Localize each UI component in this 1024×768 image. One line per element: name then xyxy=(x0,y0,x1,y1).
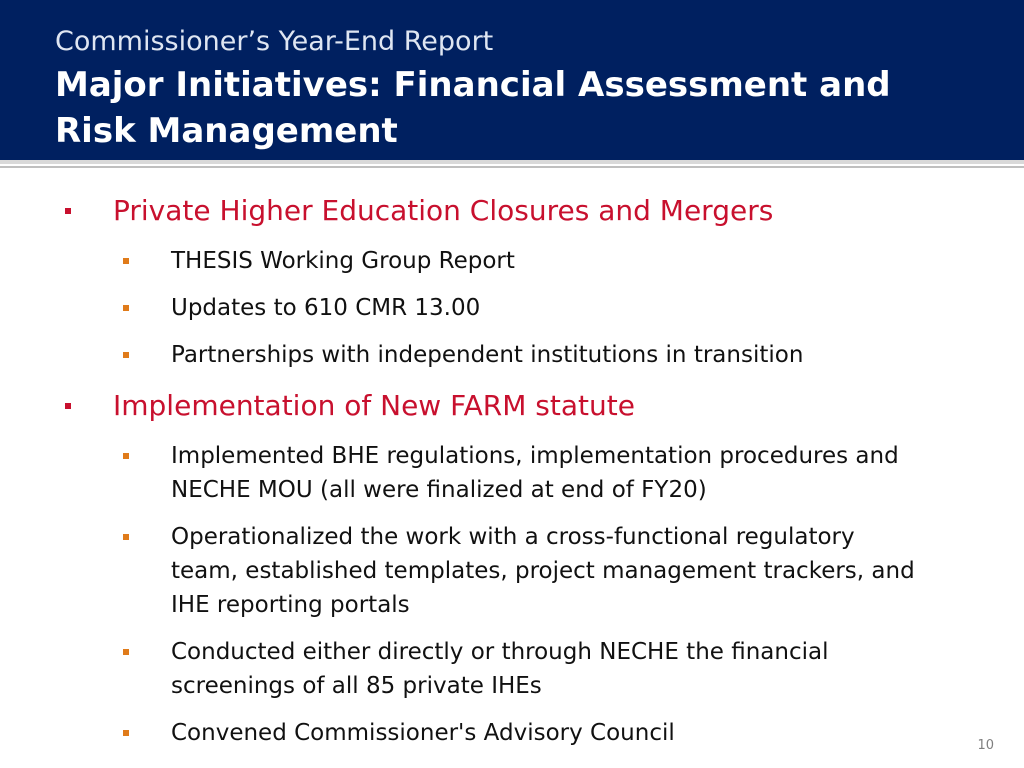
list-item-text: Updates to 610 CMR 13.00 xyxy=(171,295,481,321)
section-heading-text: Private Higher Education Closures and Mergers xyxy=(113,194,774,227)
bullet-marker xyxy=(123,352,129,358)
section-heading-closures xyxy=(113,194,773,228)
page-number: 10 xyxy=(977,738,994,753)
section-heading-text: Implementation of New FARM statute xyxy=(113,389,635,422)
bullet-marker xyxy=(65,403,71,409)
slide-title: Major Initiatives: Financial Assessment and Risk Management xyxy=(55,65,891,151)
section-heading-farm xyxy=(113,389,635,423)
list-item-text: Convened Commissioner's Advisory Council xyxy=(171,720,675,746)
list-item-line: Implemented BHE regulations, implementation procedures and xyxy=(171,443,899,469)
list-item-operationalized xyxy=(171,520,915,622)
bullet-marker xyxy=(123,649,129,655)
list-item-line: IHE reporting portals xyxy=(171,592,410,618)
list-item-line: Conducted either directly or through NECHE the financial xyxy=(171,639,829,665)
bullet-marker xyxy=(123,305,129,311)
bullet-marker xyxy=(123,534,129,540)
list-item-advisory-council xyxy=(171,716,675,750)
list-item-text: THESIS Working Group Report xyxy=(171,248,515,274)
list-item-text: Partnerships with independent institutions in transition xyxy=(171,342,804,368)
slide-subtitle: Commissioner’s Year-End Report xyxy=(55,26,494,57)
list-item-line: Operationalized the work with a cross-functional regulatory xyxy=(171,524,855,550)
list-item-line: team, established templates, project management trackers, and xyxy=(171,558,915,584)
list-item-line: screenings of all 85 private IHEs xyxy=(171,673,542,699)
list-item-partnerships xyxy=(171,338,803,372)
bullet-marker xyxy=(65,208,71,214)
list-item-screenings xyxy=(171,635,829,703)
list-item-thesis xyxy=(171,244,515,278)
list-item-bhe-regulations xyxy=(171,439,899,507)
bullet-marker xyxy=(123,453,129,459)
bullet-marker xyxy=(123,258,129,264)
list-item-line: NECHE MOU (all were finalized at end of FY20) xyxy=(171,477,707,503)
bullet-marker xyxy=(123,730,129,736)
list-item-cmr-updates xyxy=(171,291,480,325)
